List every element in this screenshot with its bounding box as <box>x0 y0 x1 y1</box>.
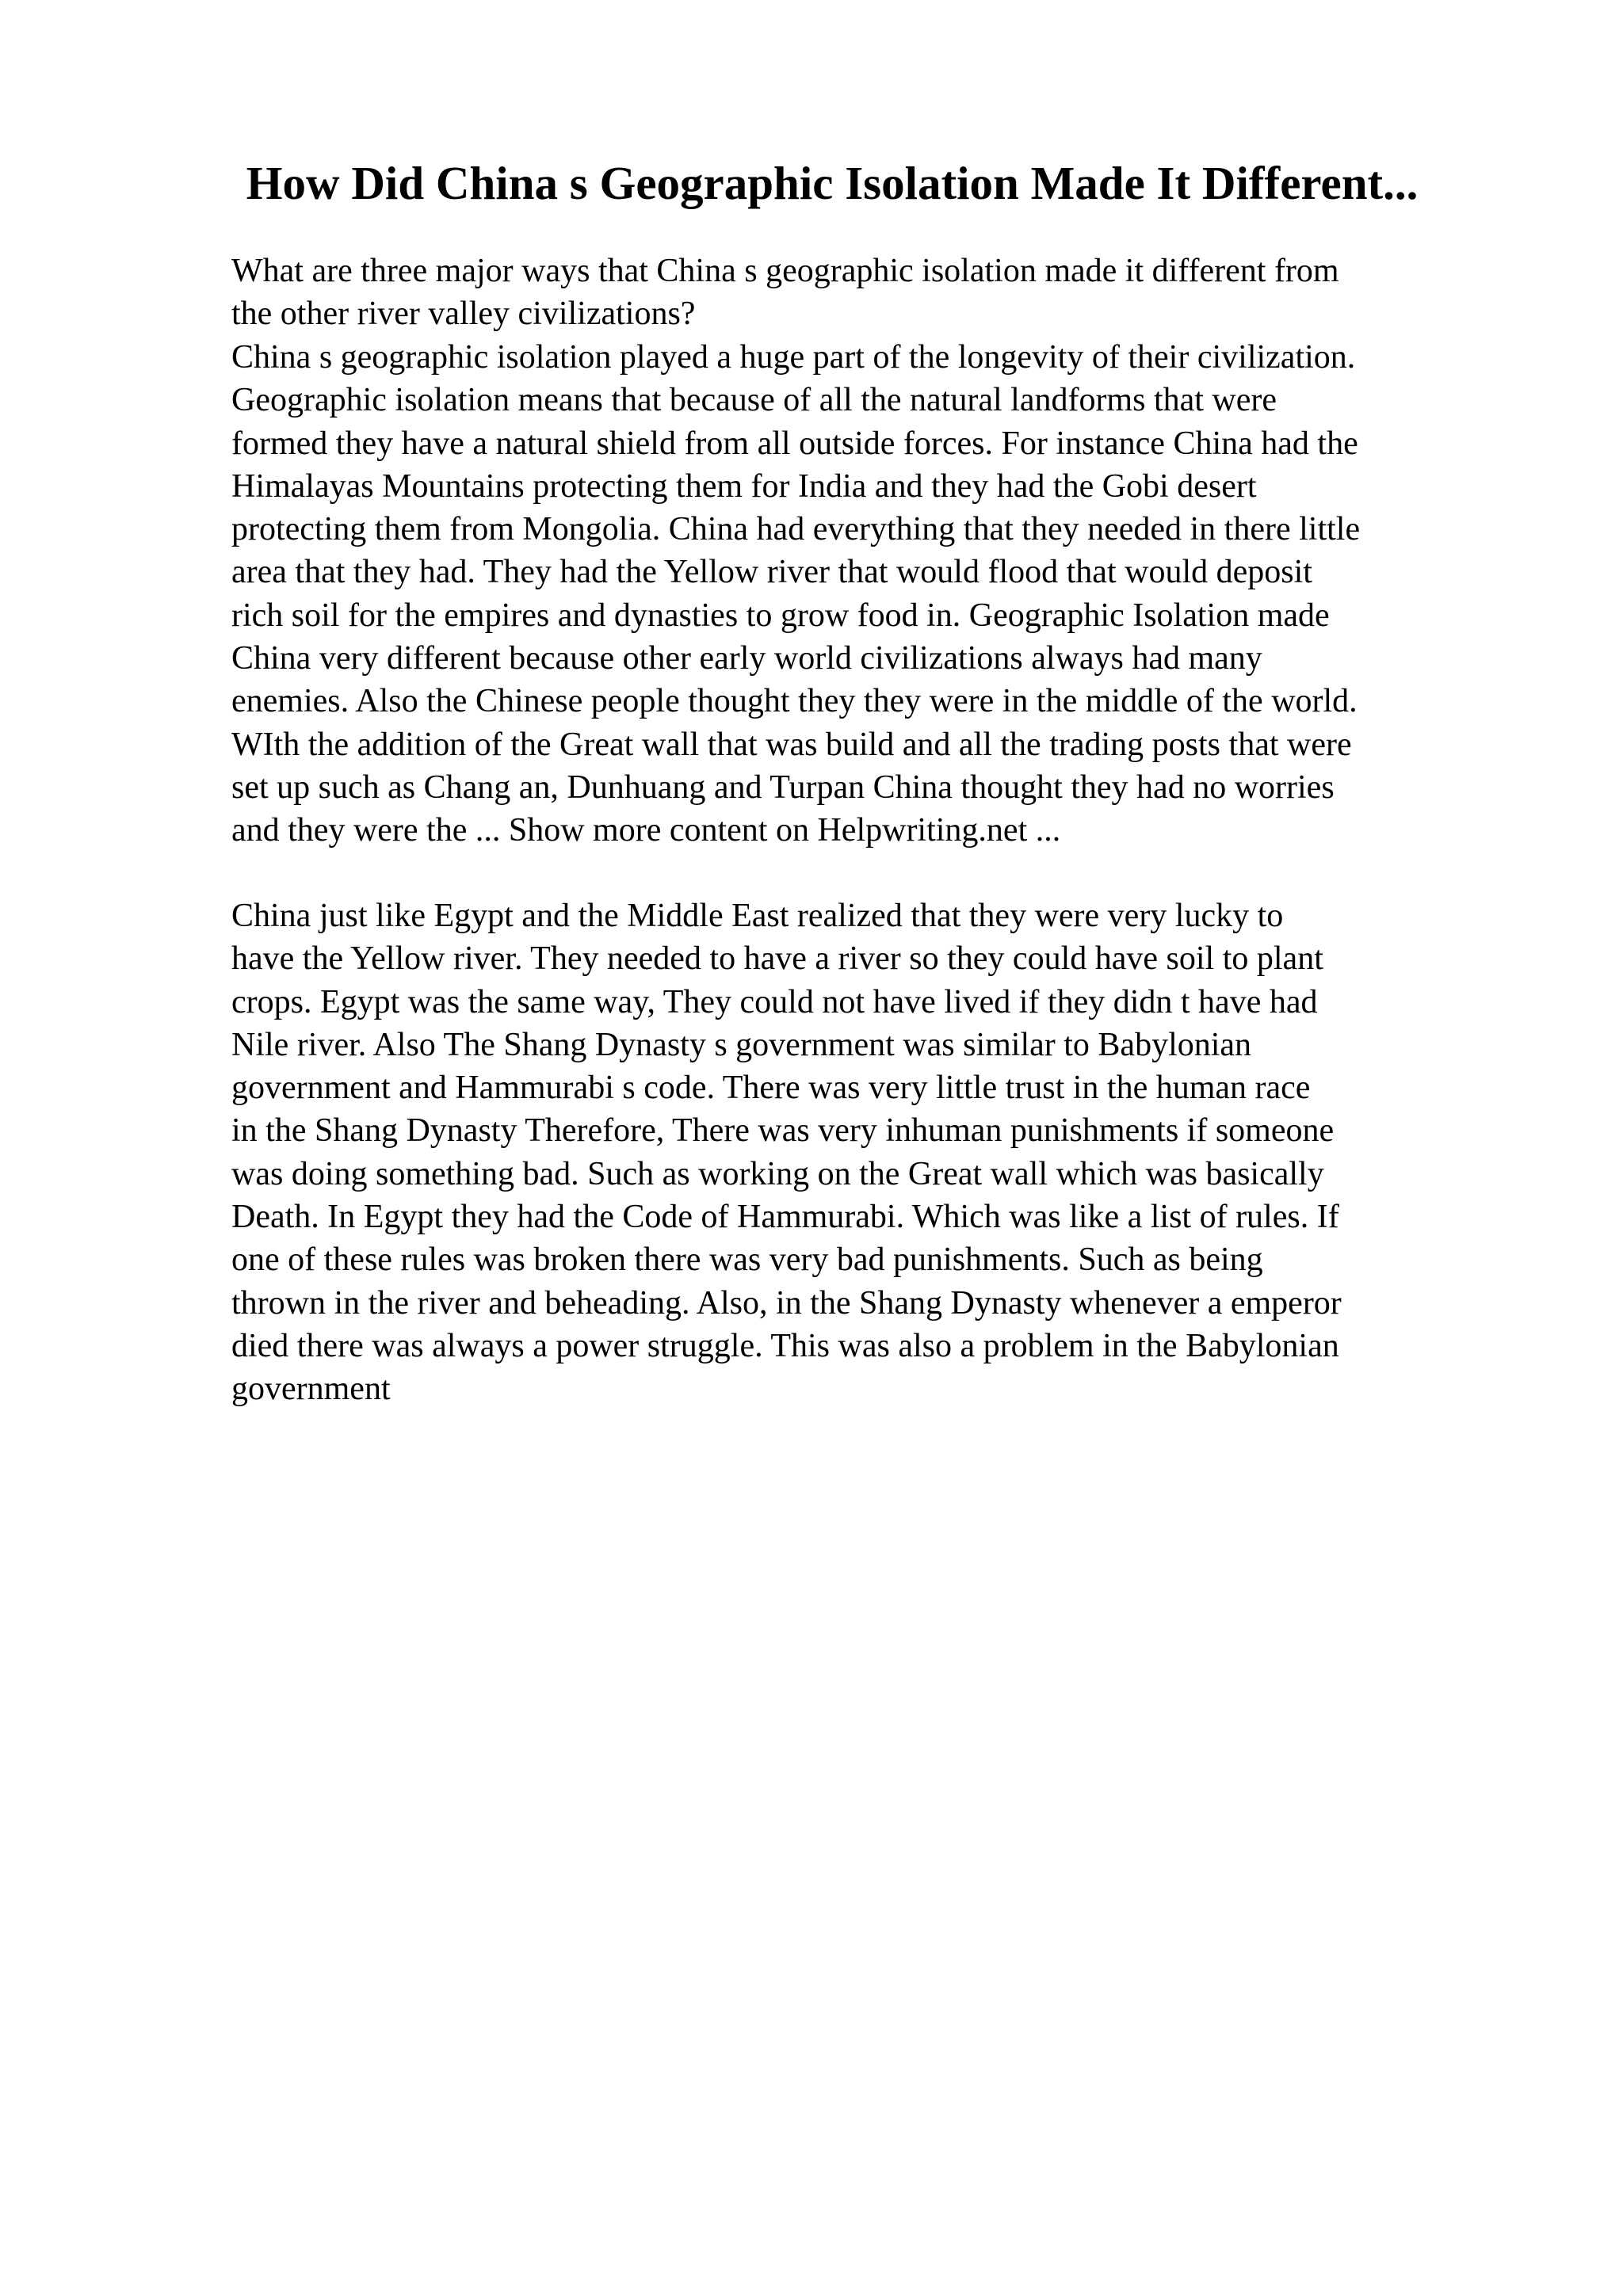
text-line: area that they had. They had the Yellow river that would flood that would deposit <box>231 554 1312 591</box>
text-line: died there was always a power struggle. This was also a problem in the Babylonian <box>231 1327 1339 1364</box>
text-line: government and Hammurabi s code. There was very little trust in the human race <box>231 1070 1311 1107</box>
text-line: rich soil for the empires and dynasties to grow food in. Geographic Isolation made <box>231 597 1330 634</box>
text-line: Death. In Egypt they had the Code of Hammurabi. Which was like a list of rules. If <box>231 1199 1339 1236</box>
question-paragraph <box>231 250 1515 336</box>
text-line: one of these rules was broken there was very bad punishments. Such as being <box>231 1241 1263 1279</box>
text-line: protecting them from Mongolia. China had everything that they needed in there little <box>231 511 1361 548</box>
body-paragraph-1 <box>231 336 1515 852</box>
text-line: set up such as Chang an, Dunhuang and Turpan China thought they had no worries <box>231 769 1335 806</box>
text-line: and they were the ... Show more content on Helpwriting.net ... <box>231 812 1061 849</box>
text-line: Geographic isolation means that because of all the natural landforms that were <box>231 382 1277 419</box>
text-line: was doing something bad. Such as working on the Great wall which was basically <box>231 1155 1324 1192</box>
text-line: enemies. Also the Chinese people thought they they were in the middle of the world. <box>231 683 1358 720</box>
text-line: WIth the addition of the Great wall that was build and all the trading posts that were <box>231 726 1352 763</box>
text-line: thrown in the river and beheading. Also, in the Shang Dynasty whenever a emperor <box>231 1284 1342 1322</box>
text-line: Himalayas Mountains protecting them for India and they had the Gobi desert <box>231 467 1257 505</box>
document-title: How Did China s Geographic Isolation Made It Different... <box>246 157 1419 209</box>
text-line: in the Shang Dynasty Therefore, There was very inhuman punishments if someone <box>231 1112 1335 1150</box>
text-line: China very different because other early world civilizations always had many <box>231 640 1262 677</box>
text-line: the other river valley civilizations? <box>231 296 696 333</box>
text-line: China s geographic isolation played a huge part of the longevity of their civilization. <box>231 339 1356 376</box>
text-line: have the Yellow river. They needed to have a river so they could have soil to plant <box>231 940 1323 978</box>
text-line: What are three major ways that China s geographic isolation made it different from <box>231 253 1339 289</box>
text-line: China just like Egypt and the Middle East realized that they were very lucky to <box>231 898 1284 934</box>
text-line: formed they have a natural shield from all outside forces. For instance China had the <box>231 425 1358 462</box>
text-line: government <box>231 1371 391 1408</box>
text-line: crops. Egypt was the same way, They could not have lived if they didn t have had <box>231 983 1318 1020</box>
body-paragraph-2 <box>231 894 1515 1411</box>
text-line: Nile river. Also The Shang Dynasty s government was similar to Babylonian <box>231 1026 1252 1063</box>
